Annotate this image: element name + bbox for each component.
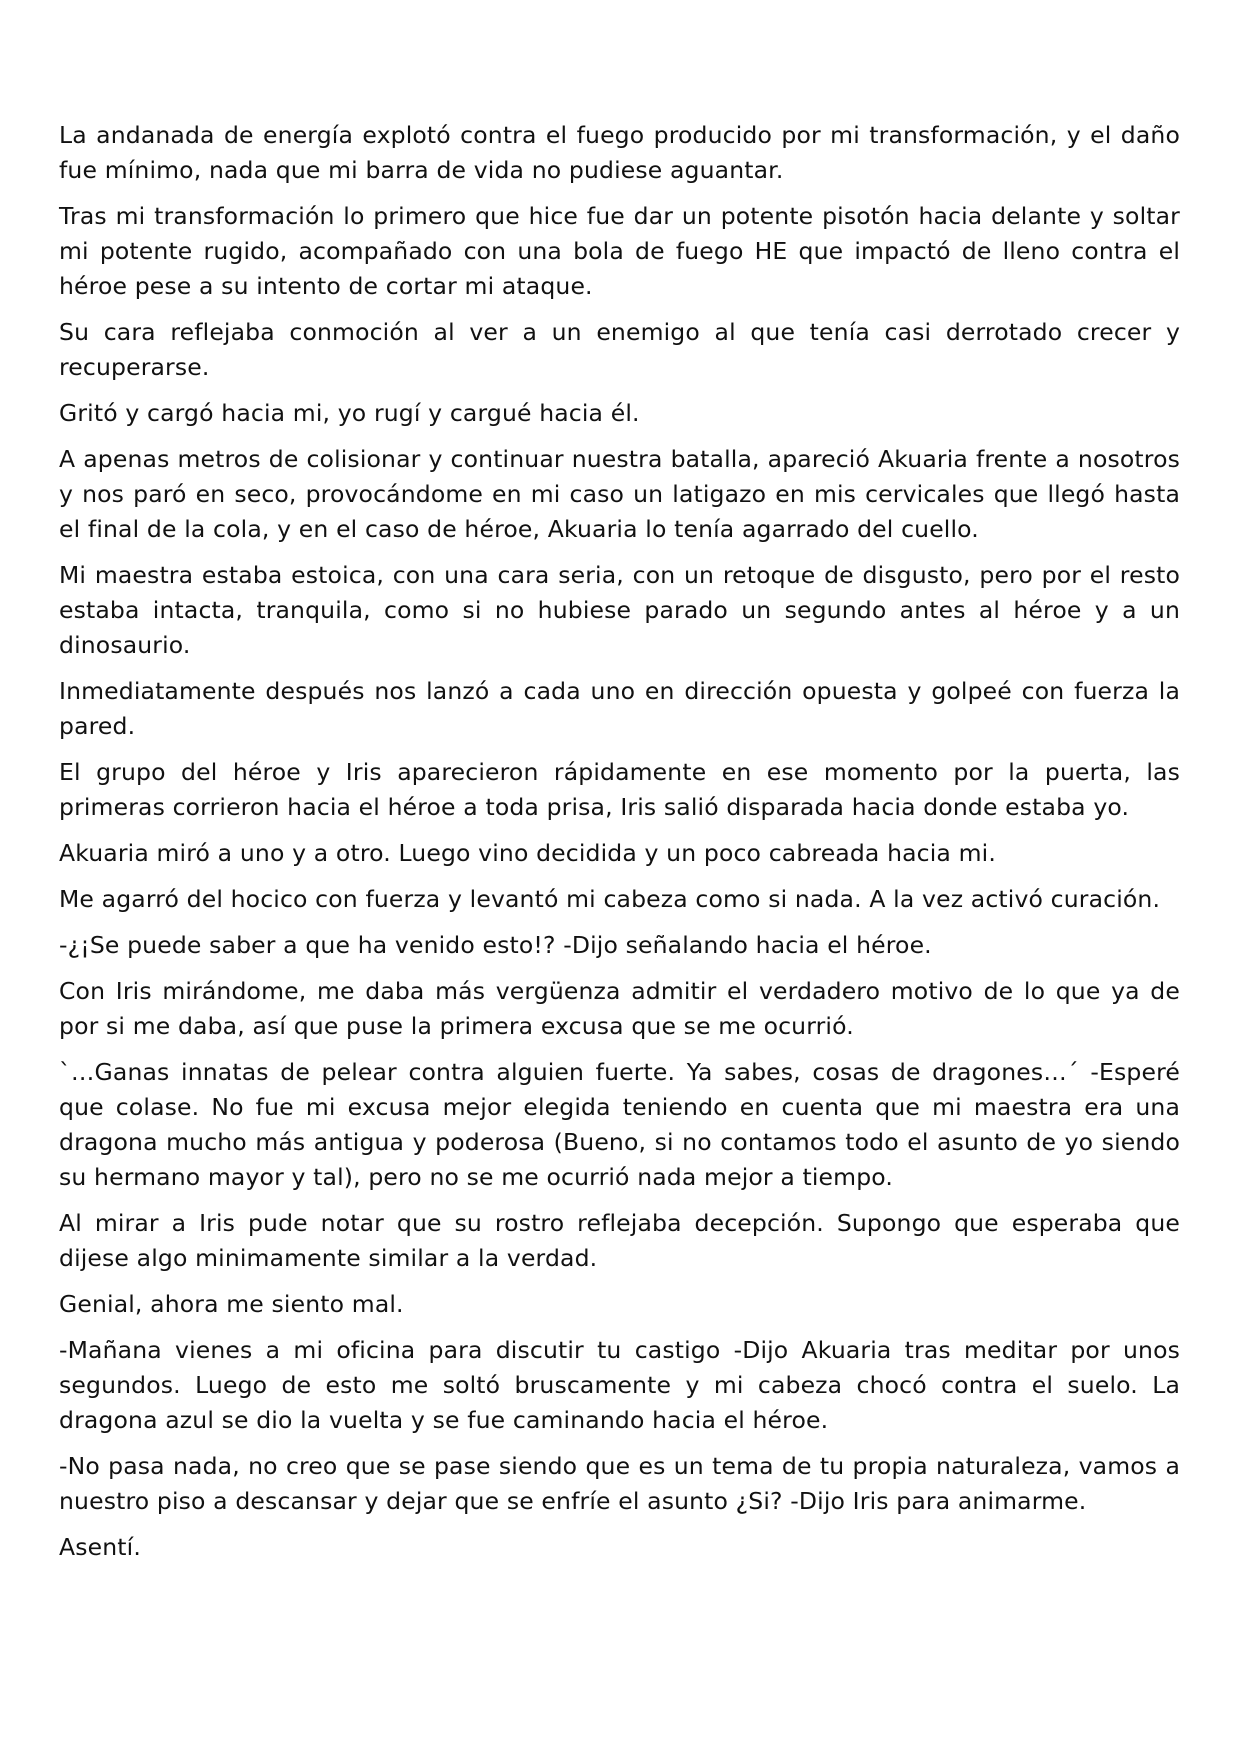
paragraph: Al mirar a Iris pude notar que su rostro reflejaba decepción. Supongo que esperaba que dijese algo minimamente similar a la verdad. — [59, 1209, 1180, 1272]
paragraph: El grupo del héroe y Iris aparecieron rápidamente en ese momento por la puerta, las primeras corrieron hacia el héroe a toda prisa, Iris salió disparada hacia donde estaba yo. — [59, 758, 1180, 821]
paragraph: `…Ganas innatas de pelear contra alguien fuerte. Ya sabes, cosas de dragones…´ -Esperé que colase. No fue mi excusa mejor elegida teniendo en cuenta que mi maestra era una dragona mucho más antigua y poderosa (Bueno, si no contamos todo el asunto de yo siendo su hermano mayor y tal), pero no se me ocurrió nada mejor a tiempo. — [59, 1058, 1180, 1191]
paragraph: Genial, ahora me siento mal. — [59, 1290, 404, 1318]
paragraph: A apenas metros de colisionar y continuar nuestra batalla, apareció Akuaria frente a nosotros y nos paró en seco, provocándome en mi caso un latigazo en mis cervicales que llegó hasta el final de la cola, y en el caso de héroe, Akuaria lo tenía agarrado del cuello. — [59, 445, 1180, 543]
paragraph: Con Iris mirándome, me daba más vergüenza admitir el verdadero motivo de lo que ya de por si me daba, así que puse la primera excusa que se me ocurrió. — [59, 977, 1180, 1040]
paragraph: -No pasa nada, no creo que se pase siendo que es un tema de tu propia naturaleza, vamos a nuestro piso a descansar y dejar que se enfríe el asunto ¿Si? -Dijo Iris para animarme. — [59, 1452, 1180, 1515]
paragraph: Asentí. — [59, 1533, 141, 1561]
paragraph: Inmediatamente después nos lanzó a cada uno en dirección opuesta y golpeé con fuerza la pared. — [59, 677, 1180, 740]
paragraph: Me agarró del hocico con fuerza y levantó mi cabeza como si nada. A la vez activó curación. — [59, 885, 1161, 913]
text-body — [59, 118, 1180, 1565]
paragraph: Mi maestra estaba estoica, con una cara seria, con un retoque de disgusto, pero por el resto estaba intacta, tranquila, como si no hubiese parado un segundo antes al héroe y a un dinosaurio. — [59, 561, 1180, 659]
paragraph: Su cara reflejaba conmoción al ver a un enemigo al que tenía casi derrotado crecer y recuperarse. — [59, 318, 1180, 381]
paragraph: Gritó y cargó hacia mi, yo rugí y cargué hacia él. — [59, 399, 640, 427]
paragraph: Tras mi transformación lo primero que hice fue dar un potente pisotón hacia delante y soltar mi potente rugido, acompañado con una bola de fuego HE que impactó de lleno contra el héroe pese a su intento de cortar mi ataque. — [59, 202, 1180, 300]
paragraph: Akuaria miró a uno y a otro. Luego vino decidida y un poco cabreada hacia mi. — [59, 839, 996, 867]
paragraph: -Mañana vienes a mi oficina para discutir tu castigo -Dijo Akuaria tras meditar por unos segundos. Luego de esto me soltó bruscamente y mi cabeza chocó contra el suelo. La dragona azul se dio la vuelta y se fue caminando hacia el héroe. — [59, 1336, 1180, 1434]
paragraph: -¿¡Se puede saber a que ha venido esto!? -Dijo señalando hacia el héroe. — [59, 931, 932, 959]
paragraph: La andanada de energía explotó contra el fuego producido por mi transformación, y el daño fue mínimo, nada que mi barra de vida no pudiese aguantar. — [59, 121, 1180, 184]
